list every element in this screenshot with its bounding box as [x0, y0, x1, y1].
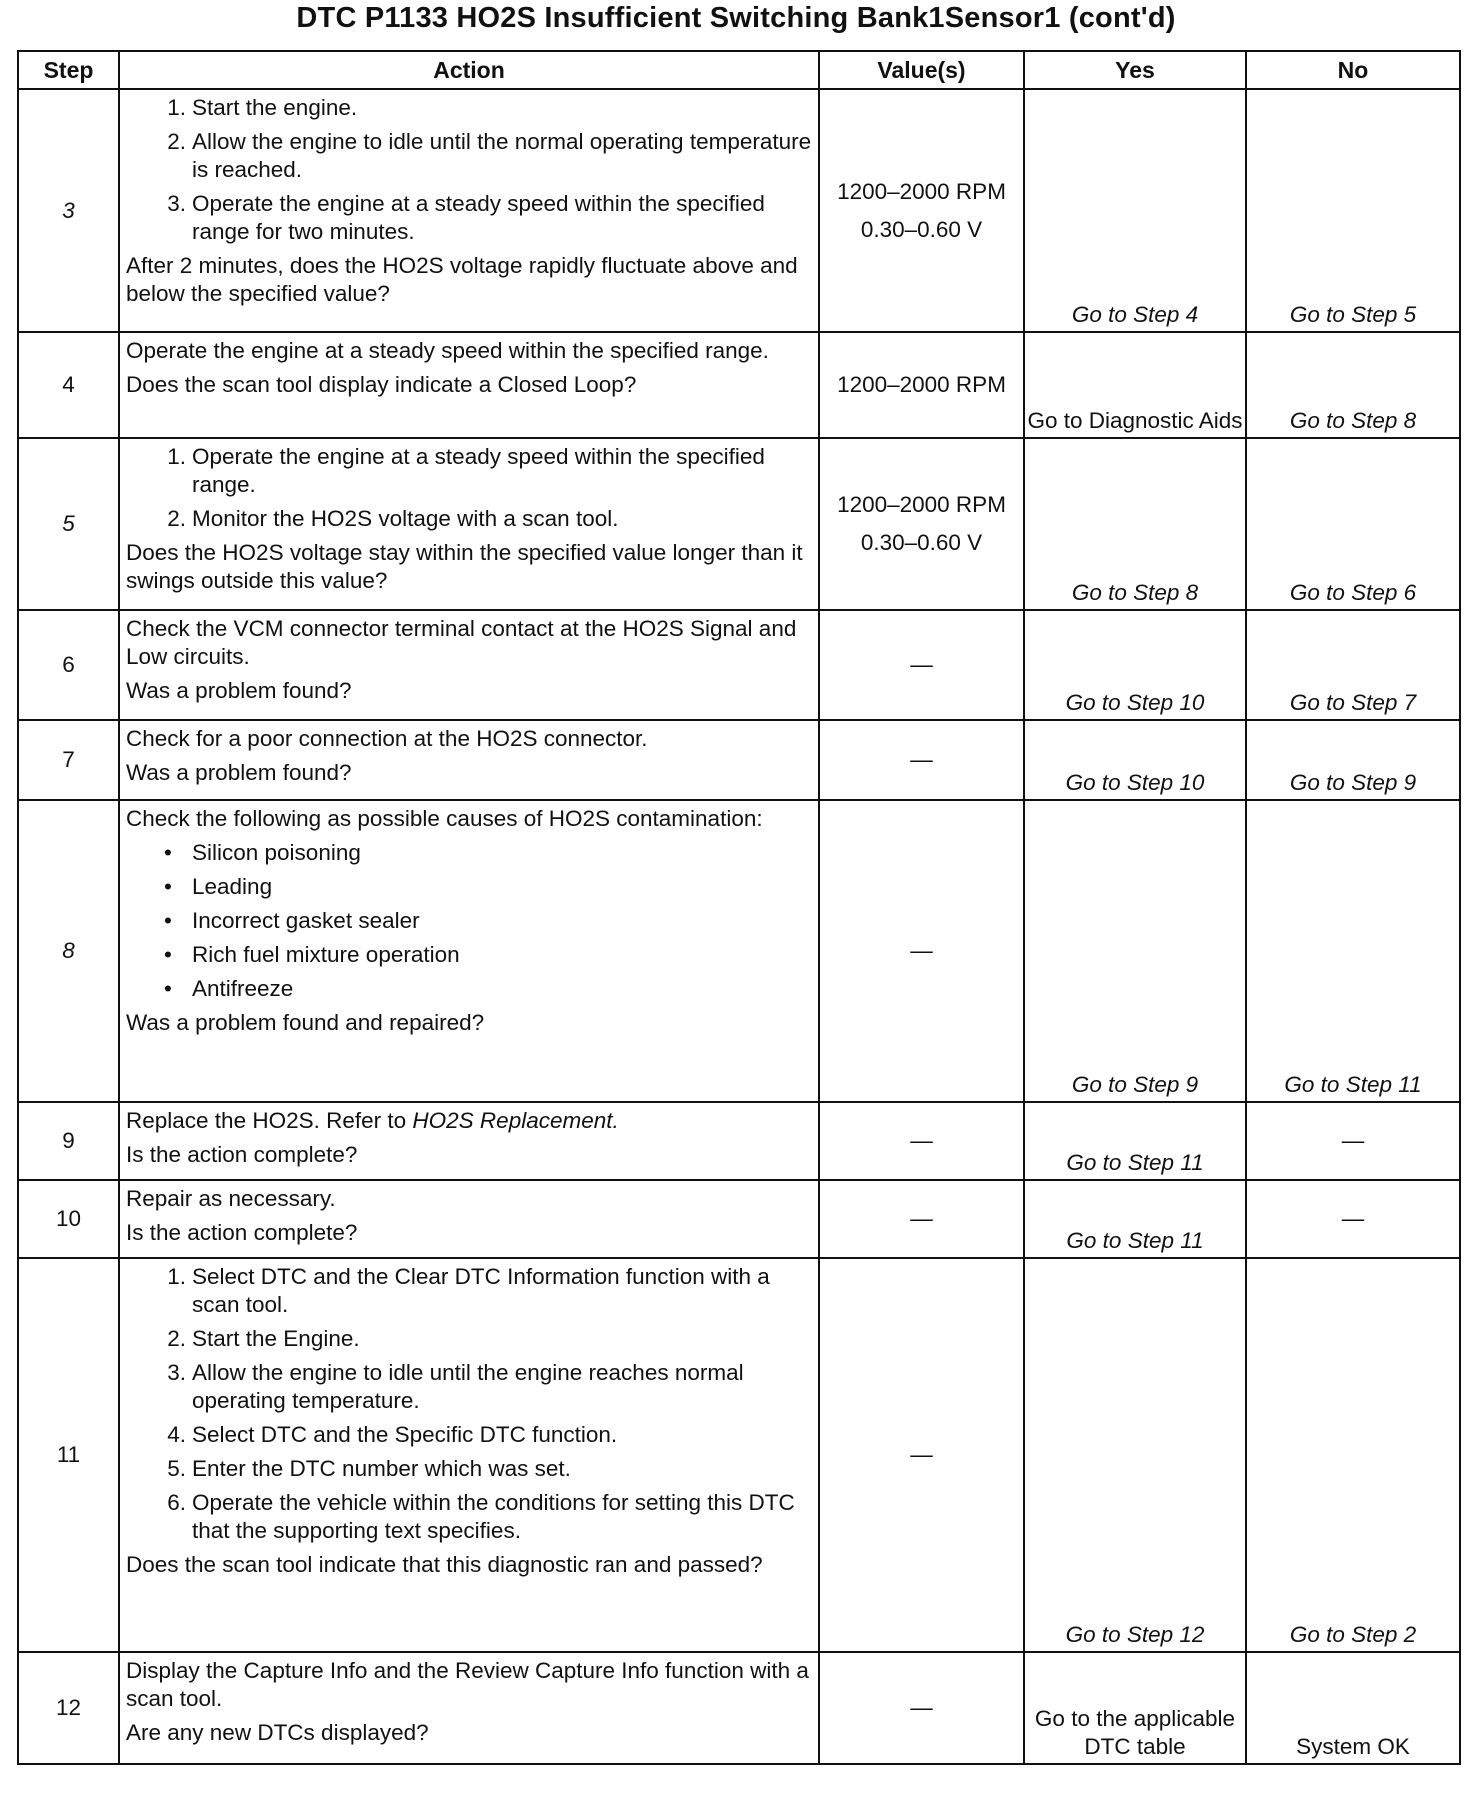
header-action: Action	[119, 51, 819, 89]
item-number: 2.	[167, 506, 186, 531]
action-cell	[119, 1258, 819, 1652]
list-item: • Antifreeze	[126, 975, 812, 1003]
value-cell	[819, 1258, 1024, 1652]
value-cell	[819, 1102, 1024, 1180]
yes-cell: Go to Step 11	[1024, 1180, 1246, 1258]
list-item: 2. Monitor the HO2S voltage with a scan tool.	[126, 505, 812, 533]
list-item: 6. Operate the vehicle within the conditions for setting this DTC that the supporting text specifies.	[126, 1489, 812, 1545]
action-cell	[119, 610, 819, 720]
value-text: —	[910, 652, 933, 677]
list-item: 3. Operate the engine at a steady speed within the specified range for two minutes.	[126, 190, 812, 246]
step-number: 10	[18, 1180, 119, 1258]
yes-cell: Go to Step 10	[1024, 610, 1246, 720]
table-row	[18, 1102, 1460, 1180]
list-item: 2. Start the Engine.	[126, 1325, 812, 1353]
item-number: 1.	[167, 1264, 186, 1289]
yes-cell: Go to Step 12	[1024, 1258, 1246, 1652]
action-cell	[119, 1652, 819, 1764]
no-cell: Go to Step 8	[1246, 332, 1460, 438]
table-row	[18, 610, 1460, 720]
action-cell	[119, 720, 819, 800]
no-cell: Go to Step 11	[1246, 800, 1460, 1102]
action-text: Check the following as possible causes of HO2S contamination:	[126, 806, 763, 831]
yes-cell: Go to Step 8	[1024, 438, 1246, 610]
list-item: 1. Start the engine.	[126, 94, 812, 122]
step-number: 8	[18, 800, 119, 1102]
numbered-list	[126, 94, 812, 246]
value-text: —	[910, 1206, 933, 1231]
value-cell	[819, 438, 1024, 610]
step-number: 7	[18, 720, 119, 800]
value-cell	[819, 332, 1024, 438]
header-row	[18, 51, 1460, 89]
action-question: Was a problem found?	[126, 678, 352, 703]
value-text: —	[910, 747, 933, 772]
table-row	[18, 1258, 1460, 1652]
value-text: —	[910, 1695, 933, 1720]
step-number: 6	[18, 610, 119, 720]
yes-cell: Go to Step 10	[1024, 720, 1246, 800]
list-item: • Rich fuel mixture operation	[126, 941, 812, 969]
list-item: • Leading	[126, 873, 812, 901]
value-cell	[819, 1652, 1024, 1764]
action-cell	[119, 1102, 819, 1180]
item-number: 4.	[167, 1422, 186, 1447]
action-question: Are any new DTCs displayed?	[126, 1720, 429, 1745]
yes-cell: Go to the applicable DTC table	[1024, 1652, 1246, 1764]
step-number: 9	[18, 1102, 119, 1180]
action-question: Does the scan tool display indicate a Closed Loop?	[126, 372, 637, 397]
action-question: Is the action complete?	[126, 1142, 358, 1167]
table-row	[18, 332, 1460, 438]
item-number: 5.	[167, 1456, 186, 1481]
header-no: No	[1246, 51, 1460, 89]
action-cell	[119, 438, 819, 610]
item-number: 3.	[167, 1360, 186, 1385]
table-row	[18, 800, 1460, 1102]
page-title: DTC P1133 HO2S Insufficient Switching Bank1Sensor1 (cont'd)	[296, 2, 1176, 34]
list-item: • Incorrect gasket sealer	[126, 907, 812, 935]
action-text: Repair as necessary.	[126, 1186, 336, 1211]
table-row	[18, 1652, 1460, 1764]
header-values: Value(s)	[819, 51, 1024, 89]
header-yes: Yes	[1024, 51, 1246, 89]
action-question: Is the action complete?	[126, 1220, 358, 1245]
action-text: Display the Capture Info and the Review Capture Info function with a scan tool.	[126, 1658, 809, 1711]
list-item: 1. Operate the engine at a steady speed within the specified range.	[126, 443, 812, 499]
yes-cell: Go to Step 11	[1024, 1102, 1246, 1180]
no-cell: —	[1246, 1102, 1460, 1180]
action-cell	[119, 89, 819, 332]
step-number: 4	[18, 332, 119, 438]
action-text: Check for a poor connection at the HO2S connector.	[126, 726, 648, 751]
step-number: 11	[18, 1258, 119, 1652]
table-row	[18, 720, 1460, 800]
numbered-list	[126, 443, 812, 533]
no-cell: Go to Step 6	[1246, 438, 1460, 610]
list-item: • Silicon poisoning	[126, 839, 812, 867]
value-cell	[819, 720, 1024, 800]
step-number: 12	[18, 1652, 119, 1764]
value-cell	[819, 1180, 1024, 1258]
action-text: Check the VCM connector terminal contact at the HO2S Signal and Low circuits.	[126, 616, 797, 669]
action-cell	[119, 1180, 819, 1258]
item-number: 2.	[167, 1326, 186, 1351]
value-cell	[819, 89, 1024, 332]
action-question: After 2 minutes, does the HO2S voltage rapidly fluctuate above and below the specified value?	[126, 253, 798, 306]
step-number: 3	[18, 89, 119, 332]
action-question: Was a problem found and repaired?	[126, 1010, 485, 1035]
value-cell	[819, 800, 1024, 1102]
diagnostic-table	[17, 50, 1461, 1765]
numbered-list	[126, 1263, 812, 1545]
yes-cell: Go to Step 9	[1024, 800, 1246, 1102]
no-cell: Go to Step 5	[1246, 89, 1460, 332]
list-item: 5. Enter the DTC number which was set.	[126, 1455, 812, 1483]
value-text: 1200–2000 RPM	[837, 178, 1006, 204]
value-text: —	[910, 1128, 933, 1153]
bullet-list	[126, 839, 812, 1003]
item-number: 1.	[167, 95, 186, 120]
item-number: 2.	[167, 129, 186, 154]
list-item: 1. Select DTC and the Clear DTC Information function with a scan tool.	[126, 1263, 812, 1319]
table-row	[18, 1180, 1460, 1258]
value-text: 1200–2000 RPM	[837, 372, 1006, 397]
action-question: Does the HO2S voltage stay within the specified value longer than it swings outside this value?	[126, 540, 803, 593]
item-number: 1.	[167, 444, 186, 469]
action-cell	[119, 332, 819, 438]
value-cell	[819, 610, 1024, 720]
value-text: 0.30–0.60 V	[860, 530, 983, 555]
action-question: Was a problem found?	[126, 760, 352, 785]
header-step: Step	[18, 51, 119, 89]
no-cell: Go to Step 7	[1246, 610, 1460, 720]
value-text: 0.30–0.60 V	[860, 216, 983, 242]
table-row	[18, 89, 1460, 332]
list-item: 2. Allow the engine to idle until the normal operating temperature is reached.	[126, 128, 812, 184]
value-text: —	[910, 938, 933, 963]
action-question: Does the scan tool indicate that this diagnostic ran and passed?	[126, 1552, 763, 1577]
yes-cell: Go to Step 4	[1024, 89, 1246, 332]
yes-cell: Go to Diagnostic Aids	[1024, 332, 1246, 438]
table-row	[18, 438, 1460, 610]
no-cell: System OK	[1246, 1652, 1460, 1764]
action-cell	[119, 800, 819, 1102]
step-number: 5	[18, 438, 119, 610]
value-text: 1200–2000 RPM	[837, 492, 1006, 517]
no-cell: Go to Step 2	[1246, 1258, 1460, 1652]
item-number: 3.	[167, 191, 186, 216]
list-item: 4. Select DTC and the Specific DTC function.	[126, 1421, 812, 1449]
no-cell: —	[1246, 1180, 1460, 1258]
list-item: 3. Allow the engine to idle until the engine reaches normal operating temperature.	[126, 1359, 812, 1415]
no-cell: Go to Step 9	[1246, 720, 1460, 800]
procedure-reference: HO2S Replacement.	[412, 1108, 619, 1133]
action-text: Replace the HO2S. Refer to HO2S Replacement.	[126, 1108, 619, 1133]
item-number: 6.	[167, 1490, 186, 1515]
value-text: —	[910, 1442, 933, 1467]
action-text: Operate the engine at a steady speed within the specified range.	[126, 338, 769, 363]
